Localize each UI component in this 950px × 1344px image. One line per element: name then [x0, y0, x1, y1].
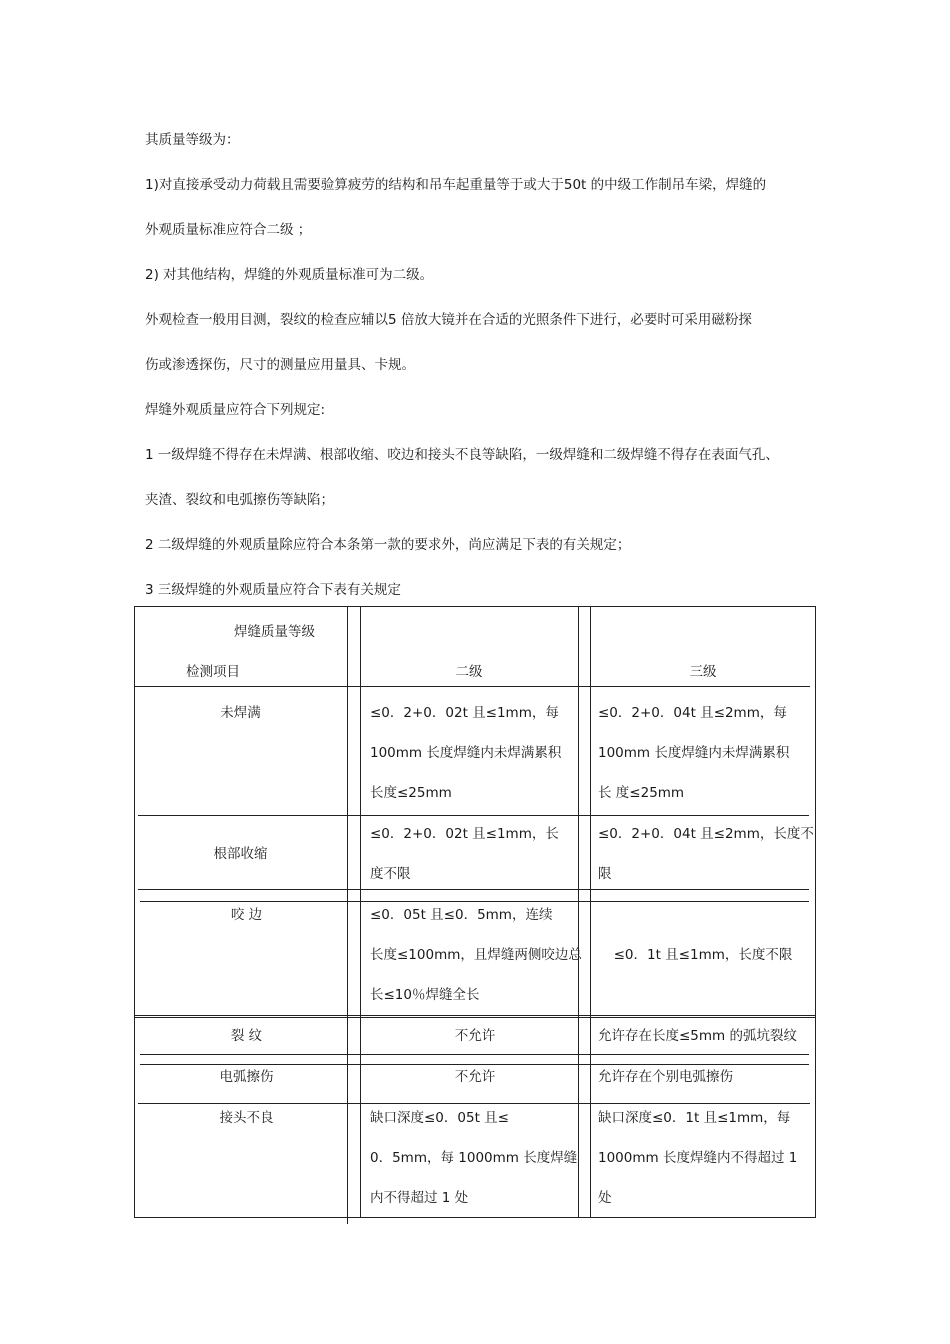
table-divider-col2: [578, 606, 579, 1218]
row-item-crack: 裂 纹: [230, 1028, 263, 1044]
row-incomplete-fill-grade2-line3: 长度≤25mm: [370, 785, 452, 801]
row-incomplete-fill-grade3-line2: 100mm 长度焊缝内未焊满累积: [598, 745, 790, 761]
paragraph-clause-3: 3 三级焊缝的外观质量应符合下表有关规定: [145, 582, 401, 598]
header-grade-2: 二级: [455, 664, 483, 680]
row-incomplete-fill-grade3-line1: ≤0．2+0．04t 且≤2mm，每: [598, 705, 787, 721]
paragraph-inspection: 外观检查一般用目测，裂纹的检查应辅以5 倍放大镜并在合适的光照条件下进行，必要时可采用磁粉探: [145, 312, 752, 328]
weld-quality-table: [134, 606, 816, 1218]
paragraph-quality-grade-intro: 其质量等级为：: [145, 132, 240, 148]
table-row-line: [138, 889, 809, 890]
row-item-undercut: 咬 边: [230, 907, 263, 923]
paragraph-clause-1: 1 一级焊缝不得存在未焊满、根部收缩、咬边和接头不良等缺陷，一级焊缝和二级焊缝不得存在表面气孔、: [145, 447, 779, 463]
row-root-shrinkage-grade2-line1: ≤0．2+0．02t 且≤1mm，长: [370, 826, 559, 842]
row-item-poor-joint: 接头不良: [219, 1110, 274, 1126]
paragraph-rule-2: 2) 对其他结构，焊缝的外观质量标准可为二级。: [145, 267, 434, 283]
paragraph-rule-1: 1)对直接承受动力荷载且需要验算疲劳的结构和吊车起重量等于或大于50t 的中级工作制吊车梁，焊缝的: [145, 177, 767, 193]
paragraph-appearance-rules: 焊缝外观质量应符合下列规定:: [145, 402, 326, 418]
row-incomplete-fill-grade3-line3: 长 度≤25mm: [598, 785, 685, 801]
row-root-shrinkage-grade3-line2: 限: [598, 866, 612, 882]
row-undercut-grade3: ≤0．1t 且≤1mm，长度不限: [613, 947, 793, 963]
header-item-label: 检测项目: [186, 664, 240, 680]
header-grade-label: 焊缝质量等级: [234, 624, 315, 640]
table-border-bottom: [134, 1217, 816, 1218]
row-item-incomplete-fill: 未焊满: [220, 705, 261, 721]
paragraph-clause-1-cont: 夹渣、裂纹和电弧擦伤等缺陷；: [145, 492, 334, 508]
row-undercut-grade2-line3: 长≤10％焊缝全长: [370, 987, 480, 1003]
row-undercut-grade2-line1: ≤0．05t 且≤0．5mm，连续: [370, 907, 553, 923]
row-root-shrinkage-grade3-line1: ≤0．2+0．04t 且≤2mm，长度不: [598, 826, 814, 842]
table-divider-col2b: [590, 606, 591, 1218]
row-arc-strike-grade3: 允许存在个别电弧擦伤: [598, 1069, 733, 1085]
paragraph-inspection-cont: 伤或渗透探伤，尺寸的测量应用量具、卡规。: [145, 357, 415, 373]
table-divider-col1b: [360, 606, 361, 1218]
row-poor-joint-grade3-line2: 1000mm 长度焊缝内不得超过 1: [598, 1150, 798, 1166]
paragraph-clause-2: 2 二级焊缝的外观质量除应符合本条第一款的要求外，尚应满足下表的有关规定；: [145, 537, 631, 553]
row-poor-joint-grade2-line2: 0．5mm，每 1000mm 长度焊缝: [370, 1150, 578, 1166]
row-incomplete-fill-grade2-line2: 100mm 长度焊缝内未焊满累积: [370, 745, 562, 761]
row-crack-grade3: 允许存在长度≤5mm 的弧坑裂纹: [598, 1028, 797, 1044]
row-item-arc-strike: 电弧擦伤: [219, 1069, 274, 1085]
row-crack-grade2: 不允许: [454, 1028, 496, 1044]
row-poor-joint-grade3-line3: 处: [598, 1190, 612, 1206]
row-undercut-grade2-line2: 长度≤100mm，且焊缝两侧咬边总: [370, 947, 582, 963]
row-poor-joint-grade2-line1: 缺口深度≤0．05t 且≤: [370, 1110, 509, 1126]
table-border-top: [134, 606, 816, 607]
row-poor-joint-grade2-line3: 内不得超过 1 处: [370, 1190, 469, 1206]
row-incomplete-fill-grade2-line1: ≤0．2+0．02t 且≤1mm，每: [370, 705, 559, 721]
row-item-root-shrinkage: 根部收缩: [213, 846, 268, 862]
row-arc-strike-grade2: 不允许: [454, 1069, 496, 1085]
row-poor-joint-grade3-line1: 缺口深度≤0．1t 且≤1mm，每: [598, 1110, 791, 1126]
row-root-shrinkage-grade2-line2: 度不限: [370, 866, 411, 882]
paragraph-rule-1-cont: 外观质量标准应符合二级 ；: [145, 222, 312, 238]
table-border-right: [815, 606, 816, 1218]
header-grade-3: 三级: [689, 664, 717, 680]
